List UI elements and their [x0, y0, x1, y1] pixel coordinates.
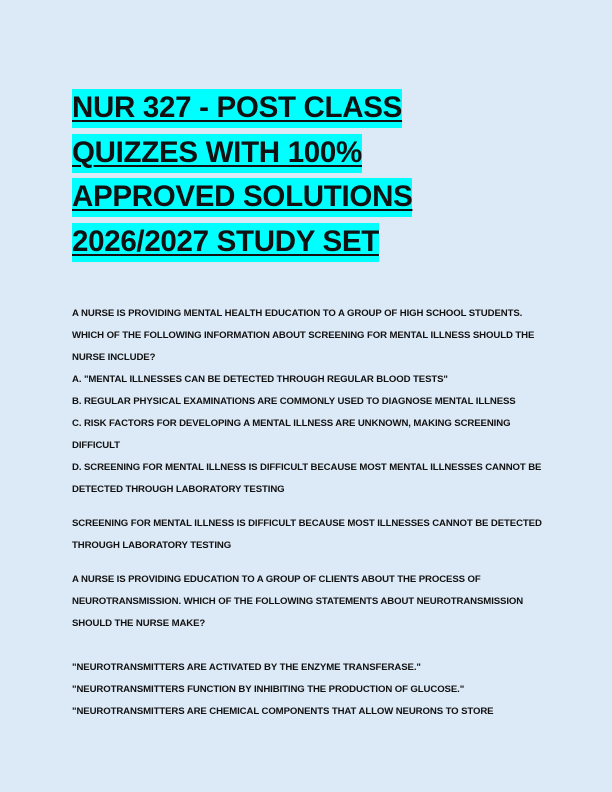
question-1-option-c: C. RISK FACTORS FOR DEVELOPING A MENTAL ILLNESS ARE UNKNOWN, MAKING SCREENING DIFFICULT — [72, 418, 511, 451]
question-2-option-3: "NEUROTRANSMITTERS ARE CHEMICAL COMPONENTS THAT ALLOW NEURONS TO STORE — [72, 706, 494, 717]
question-1 — [72, 303, 544, 501]
question-2-option-1: "NEUROTRANSMITTERS ARE ACTIVATED BY THE ENZYME TRANSFERASE." — [72, 662, 421, 673]
title-line-1: NUR 327 - POST CLASS — [72, 89, 402, 128]
document-body — [72, 303, 544, 723]
question-2-options — [72, 657, 544, 723]
title-line-3: APPROVED SOLUTIONS — [72, 178, 412, 217]
question-1-option-d: D. SCREENING FOR MENTAL ILLNESS IS DIFFICULT BECAUSE MOST MENTAL ILLNESSES CANNOT BE DETECTED THROUGH LABORATORY TESTING — [72, 462, 542, 495]
document-title — [72, 86, 532, 264]
question-2-option-2: "NEUROTRANSMITTERS FUNCTION BY INHIBITING THE PRODUCTION OF GLUCOSE." — [72, 684, 465, 695]
question-1-option-b: B. REGULAR PHYSICAL EXAMINATIONS ARE COMMONLY USED TO DIAGNOSE MENTAL ILLNESS — [72, 396, 516, 407]
question-2-prompt: A NURSE IS PROVIDING EDUCATION TO A GROUP OF CLIENTS ABOUT THE PROCESS OF NEUROTRANSMISSION. WHICH OF THE FOLLOWING STATEMENTS ABOUT NEUROTRANSMISSION SHOULD THE NURSE MAKE? — [72, 574, 524, 629]
question-1-answer-text: SCREENING FOR MENTAL ILLNESS IS DIFFICULT BECAUSE MOST ILLNESSES CANNOT BE DETECTED THROUGH LABORATORY TESTING — [72, 518, 542, 551]
question-1-option-a: A. "MENTAL ILLNESSES CAN BE DETECTED THROUGH REGULAR BLOOD TESTS" — [72, 374, 448, 385]
title-line-4: 2026/2027 STUDY SET — [72, 223, 379, 262]
title-line-2: QUIZZES WITH 100% — [72, 134, 362, 173]
question-1-prompt: A NURSE IS PROVIDING MENTAL HEALTH EDUCATION TO A GROUP OF HIGH SCHOOL STUDENTS. WHICH OF THE FOLLOWING INFORMATION ABOUT SCREENING FOR MENTAL ILLNESS SHOULD THE NURSE INCLUDE? — [72, 308, 535, 363]
question-2 — [72, 569, 544, 635]
question-1-answer — [72, 513, 544, 557]
